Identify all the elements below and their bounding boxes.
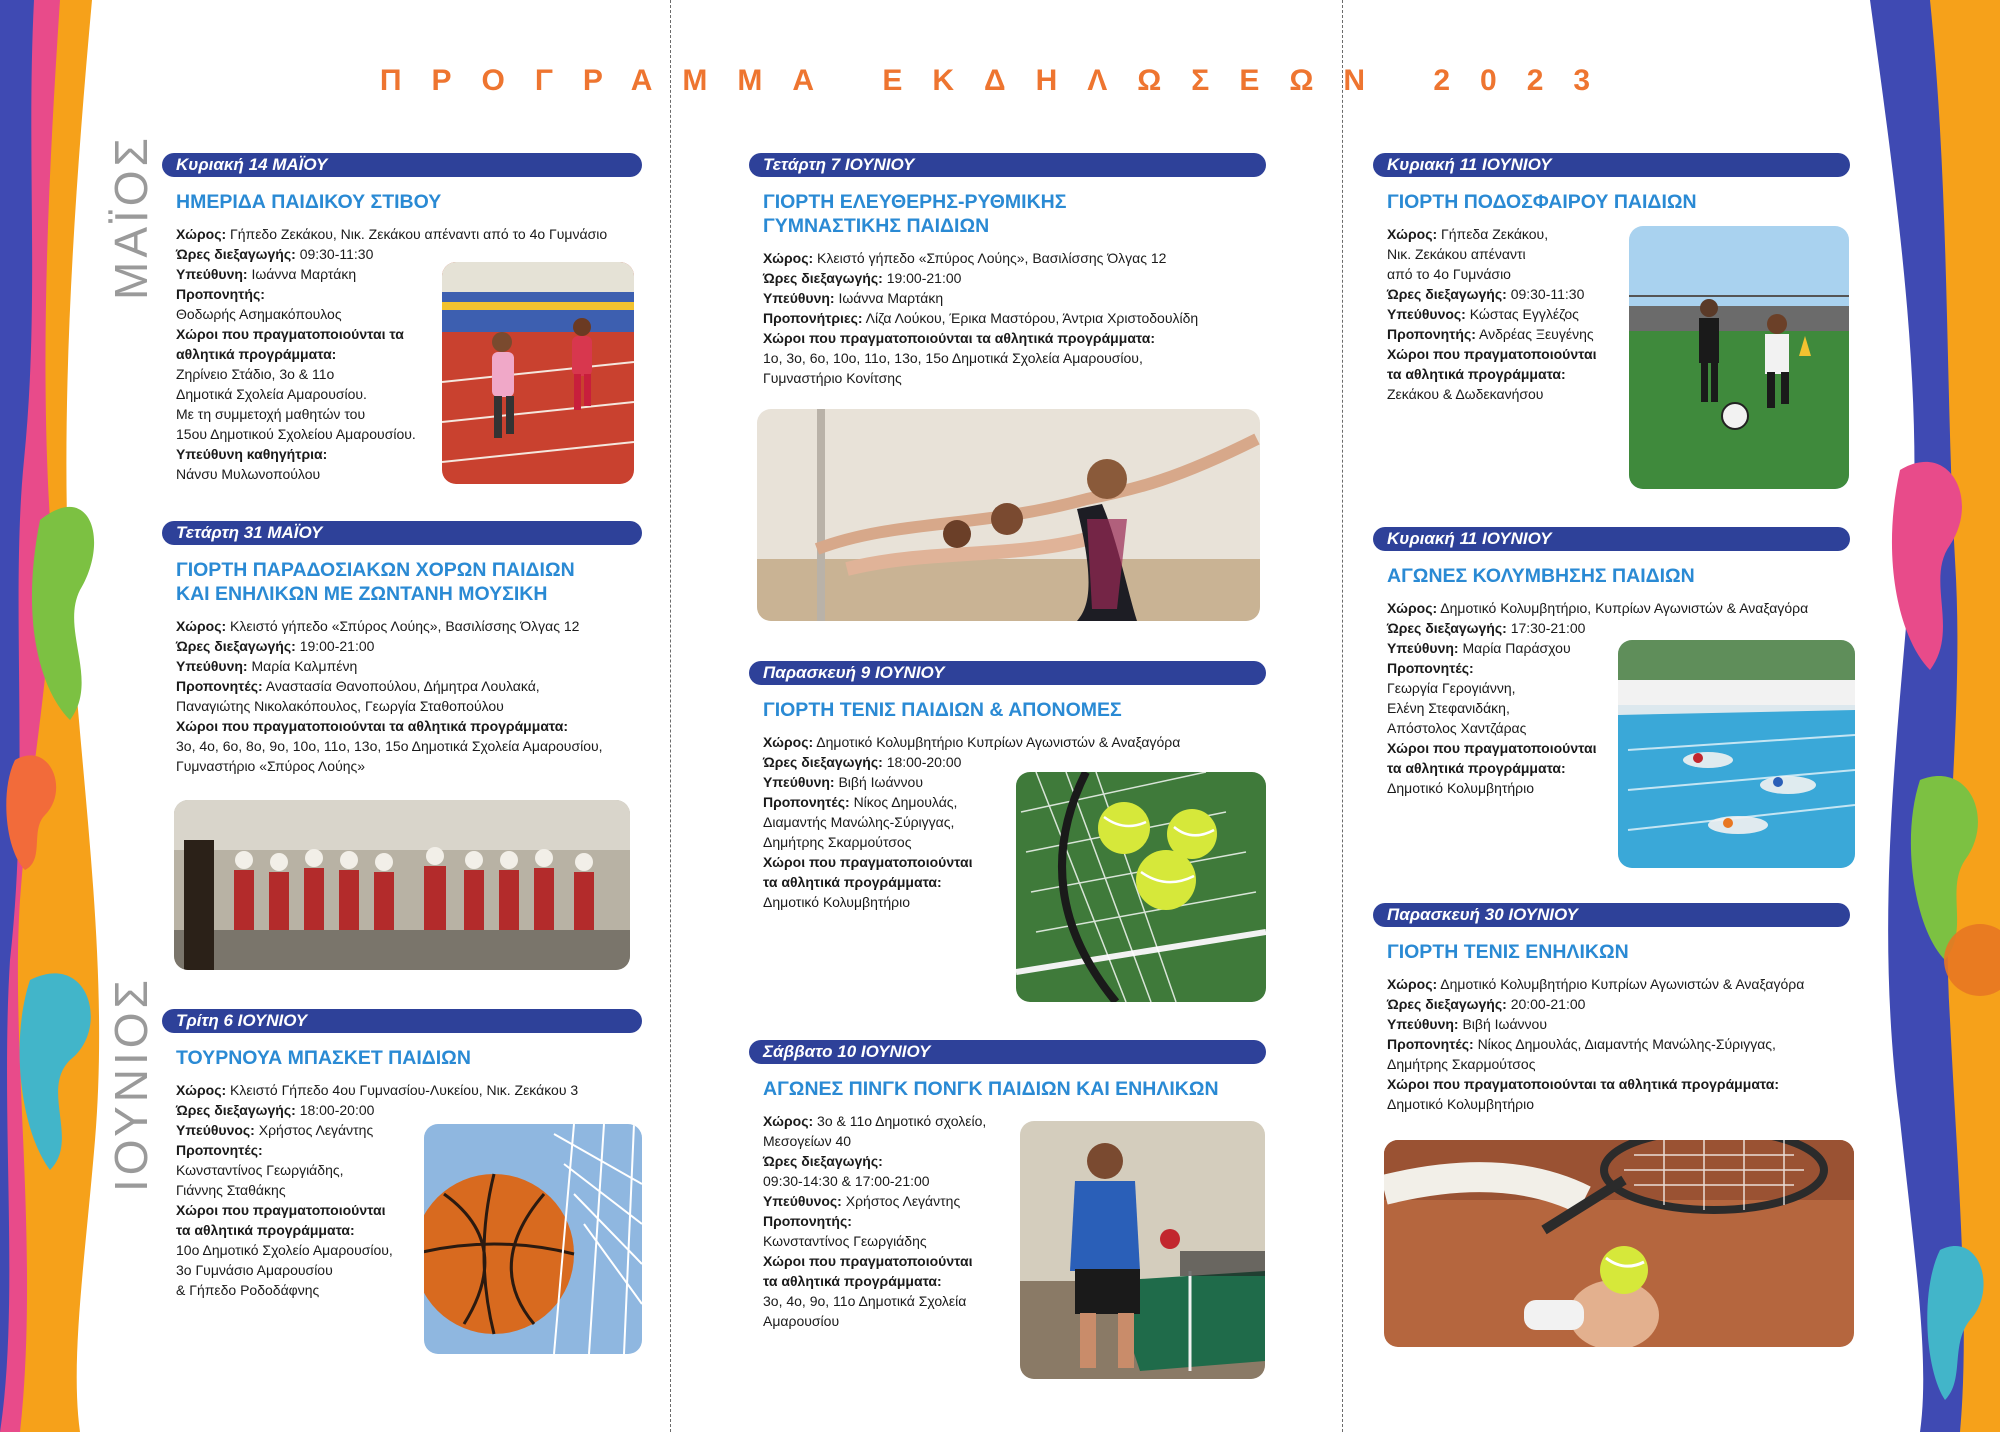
event-details: Χώρος: Δημοτικό Κολυμβητήριο, Κυπρίων Αγωνιστών & Αναξαγόρα Ώρες διεξαγωγής: 17:30-21:00 Υπεύθυνη: Μαρία Παράσχου Προπονητές: Γεωργία Γερογιάννη, Ελένη Στεφανιδάκη, Απόστολος Χαντζάρας Χώροι που πραγματοποιούνται τα αθλητικά προγράμματα: Δημοτικό Κολυμβητήριο — [1387, 600, 1809, 796]
tennis-balls-photo — [1016, 772, 1266, 1002]
event-date: Τρίτη 6 ΙΟΥΝΙΟΥ — [162, 1009, 642, 1033]
event-title: ΑΓΩΝΕΣ ΠΙΝΓΚ ΠΟΝΓΚ ΠΑΙΔΙΩΝ ΚΑΙ ΕΝΗΛΙΚΩΝ — [763, 1078, 1219, 1100]
event-date: Τετάρτη 7 ΙΟΥΝΙΟΥ — [749, 153, 1266, 177]
event-title: ΓΙΟΡΤΗ ΤΕΝΙΣ ΕΝΗΛΙΚΩΝ — [1387, 941, 1629, 963]
event-details: Χώρος: 3ο & 11ο Δημοτικό σχολείο, Μεσογείων 40 Ώρες διεξαγωγής: 09:30-14:30 & 17:00-21:00 Υπεύθυνος: Χρήστος Λεγάντης Προπονητής: Κωνσταντίνος Γεωργιάδης Χώροι που πραγματοποιούνται τα αθλητικά προγράμματα: 3ο, 4ο, 9ο, 11ο Δημοτικά Σχολεία Αμαρουσίου — [763, 1113, 987, 1329]
event-date: Παρασκευή 30 ΙΟΥΝΙΟΥ — [1373, 903, 1850, 927]
event-date: Τετάρτη 31 ΜΑΪΟΥ — [162, 521, 642, 545]
event-title: ΓΙΟΡΤΗ ΕΛΕΥΘΕΡΗΣ-ΡΥΘΜΙΚΗΣ ΓΥΜΝΑΣΤΙΚΗΣ ΠΑΙΔΙΩΝ — [763, 191, 1067, 237]
event-details: Χώρος: Γήπεδο Ζεκάκου, Νικ. Ζεκάκου απέναντι από το 4ο Γυμνάσιο Ώρες διεξαγωγής: 09:30-11:30 Υπεύθυνη: Ιωάννα Μαρτάκη Προπονητής: Θοδωρής Ασημακόπουλος Χώροι που πραγματοποιούνται τα αθλητικά προγράμματα: Ζηρίνειο Στάδιο, 3ο & 11ο Δημοτικά Σχολεία Αμαρουσίου. Με τη συμμετοχή μαθητών του 15ου Δημοτικού Σχολείου Αμαρουσίου. Υπεύθυνη καθηγήτρια: Νάνσυ Μυλωνοπούλου — [176, 226, 608, 482]
column-divider-right — [1342, 0, 1343, 1432]
event-date: Παρασκευή 9 ΙΟΥΝΙΟΥ — [749, 661, 1266, 685]
swimming-photo — [1618, 640, 1855, 868]
event-date: Σάββατο 10 ΙΟΥΝΙΟΥ — [749, 1040, 1266, 1064]
ping-pong-photo — [1020, 1121, 1265, 1379]
event-card — [749, 153, 1269, 388]
football-photo — [1629, 226, 1849, 489]
event-title: ΤΟΥΡΝΟΥΑ ΜΠΑΣΚΕΤ ΠΑΙΔΙΩΝ — [176, 1047, 471, 1069]
right-decorative-border — [1830, 0, 2000, 1432]
event-details: Χώρος: Κλειστό γήπεδο «Σπύρος Λούης», Βασιλίσσης Όλγας 12 Ώρες διεξαγωγής: 19:00-21:00 Υπεύθυνη: Ιωάννα Μαρτάκη Προπονήτριες: Λίζα Λούκου, Έρικα Μαστόρου, Άντρια Χριστοδουλίδη Χώροι που πραγματοποιούνται τα αθλητικά προγράμματα: 1ο, 3ο, 6ο, 10ο, 11ο, 13ο, 15ο Δημοτικά Σχολεία Αμαρουσίου, Γυμναστήριο Κονίτσης — [763, 250, 1199, 386]
event-details: Χώρος: Δημοτικό Κολυμβητήριο Κυπρίων Αγωνιστών & Αναξαγόρα Ώρες διεξαγωγής: 18:00-20:00 Υπεύθυνη: Βιβή Ιωάννου Προπονητές: Νίκος Δημουλάς, Διαμαντής Μανώλης-Σύριγγας, Δημήτρης Σκαρμούτσος Χώροι που πραγματοποιούνται τα αθλητικά προγράμματα: Δημοτικό Κολυμβητήριο — [763, 734, 1181, 910]
event-details: Χώρος: Κλειστό γήπεδο «Σπύρος Λούης», Βασιλίσσης Όλγας 12 Ώρες διεξαγωγής: 19:00-21:00 Υπεύθυνη: Μαρία Καλμπένη Προπονητές: Αναστασία Θανοπούλου, Δήμητρα Λουλακά, Παναγιώτης Νικολακόπουλος, Γεωργία Σταθοπούλου Χώροι που πραγματοποιούνται τα αθλητικά προγράμματα: 3ο, 4ο, 6ο, 8ο, 9ο, 10ο, 11ο, 13ο, 15ο Δημοτικά Σχολεία Αμαρουσίου, Γυμναστήριο «Σπύρος Λούης» — [176, 618, 603, 774]
event-card — [1373, 903, 1853, 1114]
event-details: Χώρος: Γήπεδα Ζεκάκου, Νικ. Ζεκάκου απέναντι από το 4ο Γυμνάσιο Ώρες διεξαγωγής: 09:30-11:30 Υπεύθυνος: Κώστας Εγγλέζος Προπονητής: Ανδρέας Ξευγένης Χώροι που πραγματοποιούνται τα αθλητικά προγράμματα: Ζεκάκου & Δωδεκανήσου — [1387, 226, 1597, 402]
event-details: Χώρος: Κλειστό Γήπεδο 4ου Γυμνασίου-Λυκείου, Νικ. Ζεκάκου 3 Ώρες διεξαγωγής: 18:00-20:00 Υπεύθυνος: Χρήστος Λεγάντης Προπονητές: Κωνσταντίνος Γεωργιάδης, Γιάννης Σταθάκης Χώροι που πραγματοποιούνται τα αθλητικά προγράμματα: 10ο Δημοτικό Σχολείο Αμαρουσίου, 3ο Γυμνάσιο Αμαρουσίου & Γήπεδο Ροδοδάφνης — [176, 1082, 579, 1298]
traditional-dance-photo — [174, 800, 630, 970]
event-card — [162, 521, 642, 776]
event-details: Χώρος: Δημοτικό Κολυμβητήριο Κυπρίων Αγωνιστών & Αναξαγόρα Ώρες διεξαγωγής: 20:00-21:00 Υπεύθυνη: Βιβή Ιωάννου Προπονητές: Νίκος Δημουλάς, Διαμαντής Μανώλης-Σύριγγας, Δημήτρης Σκαρμούτσος Χώροι που πραγματοποιούνται τα αθλητικά προγράμματα: Δημοτικό Κολυμβητήριο — [1387, 976, 1805, 1112]
track-runners-photo — [442, 262, 634, 484]
event-title: ΓΙΟΡΤΗ ΤΕΝΙΣ ΠΑΙΔΙΩΝ & ΑΠΟΝΟΜΕΣ — [763, 699, 1122, 721]
event-title: ΗΜΕΡΙΔΑ ΠΑΙΔΙΚΟΥ ΣΤΙΒΟΥ — [176, 191, 442, 213]
basketball-photo — [424, 1124, 642, 1354]
event-date: Κυριακή 11 ΙΟΥΝΙΟΥ — [1373, 153, 1850, 177]
gymnastics-photo — [757, 409, 1260, 621]
page-title: ΠΡΟΓΡΑΜΜΑ ΕΚΔΗΛΩΣΕΩΝ 2023 — [379, 64, 1621, 97]
event-date: Κυριακή 14 ΜΑΪΟΥ — [162, 153, 642, 177]
month-label-june: ΙΟΥΝΙΟΣ — [105, 976, 157, 1192]
column-divider-left — [670, 0, 671, 1432]
event-date: Κυριακή 11 ΙΟΥΝΙΟΥ — [1373, 527, 1850, 551]
event-title: ΑΓΩΝΕΣ ΚΟΛΥΜΒΗΣΗΣ ΠΑΙΔΙΩΝ — [1387, 565, 1695, 587]
event-title: ΓΙΟΡΤΗ ΠΑΡΑΔΟΣΙΑΚΩΝ ΧΟΡΩΝ ΠΑΙΔΙΩΝ ΚΑΙ ΕΝΗΛΙΚΩΝ ΜΕ ΖΩΝΤΑΝΗ ΜΟΥΣΙΚΗ — [176, 559, 575, 605]
tennis-serve-photo — [1384, 1140, 1854, 1347]
month-label-may: ΜΑΪΟΣ — [105, 134, 157, 300]
event-title: ΓΙΟΡΤΗ ΠΟΔΟΣΦΑΙΡΟΥ ΠΑΙΔΙΩΝ — [1387, 191, 1697, 213]
